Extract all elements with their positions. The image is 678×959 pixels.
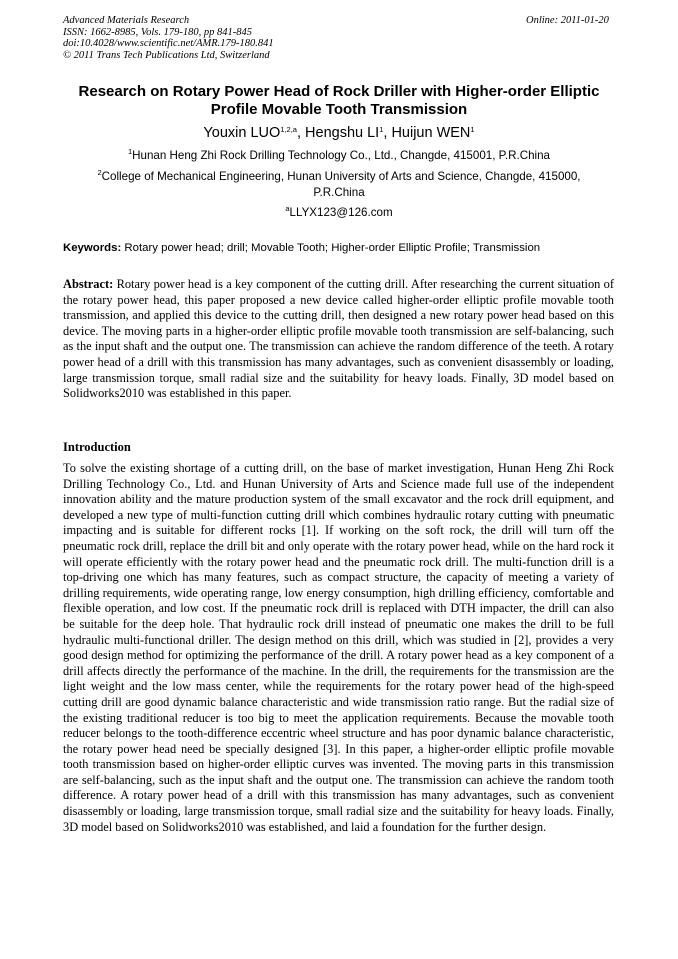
abstract: [63, 277, 614, 402]
keywords: [63, 241, 623, 256]
doi-line: doi:10.4028/www.scientific.net/AMR.179-180.841: [63, 38, 274, 49]
email-sup: a: [285, 204, 290, 213]
author-name: Youxin LUO: [203, 125, 281, 141]
email-line: [60, 205, 618, 221]
author-list: Youxin LUO$^{1,2,a}$, Hengshu $LI^1$, Huijun WEN$^1$: [203, 125, 475, 141]
author-name: Huijun WEN: [391, 125, 471, 141]
author-sup: 1: [379, 125, 384, 134]
affiliation-sup: 2: [97, 168, 102, 177]
email-address: LLYX123@126.com: [289, 206, 393, 219]
section-heading-introduction: Introduction: [63, 440, 131, 454]
affiliation-text: Hunan Heng Zhi Rock Drilling Technology Co., Ltd., Changde, 415001, P.R.China: [132, 149, 550, 162]
affiliation-text-cont: P.R.China: [313, 186, 365, 199]
affiliation-1: [60, 148, 618, 164]
paper-title: [50, 83, 628, 119]
author-sup: 1: [470, 125, 475, 134]
title-line-2: Profile Movable Tooth Transmission: [210, 101, 468, 118]
abstract-text: Rotary power head is a key component of the cutting drill. After researching the current situation of the rotary power head, this paper proposed a new device called higher-order elliptic profile movable tooth transmission, and applied this device to the cutting drill, then designed a new rotary power head based on this device. The moving parts in a higher-order elliptic profile movable tooth transmission are self-balancing, such as the input shaft and the output one. The transmission can achieve the random difference of the teeth. A rotary power head of a drill with this transmission has many advantages, such as convenient disassembly or loading, large transmission torque, small radial size and the suitability for heavy loads. Finally, 3D model based on Solidworks2010 was established in this paper.: [63, 277, 614, 401]
keywords-label: Keywords:: [63, 242, 122, 254]
issn-line: ISSN: 1662-8985, Vols. 179-180, pp 841-845: [63, 26, 252, 38]
affiliation-text: College of Mechanical Engineering, Hunan University of Arts and Science, Changde, 415000,: [101, 170, 581, 183]
introduction-paragraph: To solve the existing shortage of a cutting drill, on the base of market investigation, Hunan Heng Zhi Rock Drilling Technology Co., Ltd. and Hunan University of Arts and Science made full use of the independent innovation ability and the mature production system of the small excavator and the rock drill equipment, and developed a new type of multi-function cutting drill which combines hydraulic rotary cutting with pneumatic impacting and is suitable for different rocks [1]. If working on the soft rock, the drill will turn off the pneumatic rock drill, replace the drill bit and only operate with the rotary power head, while on the hard rock it will operate efficiently with the rotary power head and the pneumatic rock drill. The multi-function drill is a top-driving one which has many features, such as compact structure, the capacity of meeting a variety of drilling requirements, wide operating range, low energy consumption, high drilling efficiency, comfortable and flexible operation, and low cost. If the pneumatic rock drill is replaced with DTH impacter, the drill can also be suitable for the deep hole. That hydraulic rock drill instead of pneumatic one makes the drill to be full hydraulic multi-functional driller. The design method on this drill, which was studied in [2], provides a very good design method for optimizing the performance of the drill. A rotary power head as a key component of a drill affects directly the performance of the machine. In the drill, the requirements for the transmission are the light weight and the low mass center, while the requirements for the rotary power head of the high-speed cutting drill are good dynamic balance characteristic and wide transmission ratio range. But the radial size of the existing traditional reducer is too big to meet the application requirements. Because the movable tooth reducer belongs to the tooth-difference eccentric wheel structure and has poor dynamic balance characteristic, the rotary power head need be specially designed [3]. In this paper, a higher-order elliptic profile movable tooth transmission based on higher-order elliptic curves was invented. The moving parts in this transmission are self-balancing, such as the input shaft and the output one. The transmission can achieve the random tooth difference. A rotary power head of a drill with this transmission has many advantages, such as convenient disassembly or loading, large transmission torque, small radial size and the suitability for heavy loads. Finally, 3D model based on Solidworks2010 was established, and laid a foundation for the further design.: [63, 461, 614, 834]
keywords-text: Rotary power head; drill; Movable Tooth; Higher-order Elliptic Profile; Transmission: [124, 242, 541, 254]
title-line-1: Research on Rotary Power Head of Rock Driller with Higher-order Elliptic: [78, 83, 600, 100]
affiliation-2: [60, 169, 618, 201]
author-sup: 1,2,a: [280, 125, 297, 134]
author-name: Hengshu LI: [305, 125, 380, 141]
copyright-line: © 2011 Trans Tech Publications Ltd, Switzerland: [63, 49, 270, 61]
abstract-label: Abstract:: [63, 277, 114, 291]
journal-name: Advanced Materials Research: [63, 15, 190, 26]
online-date: Online: 2011-01-20: [526, 15, 609, 26]
affiliation-sup: 1: [127, 147, 133, 156]
journal-header: [63, 15, 274, 61]
